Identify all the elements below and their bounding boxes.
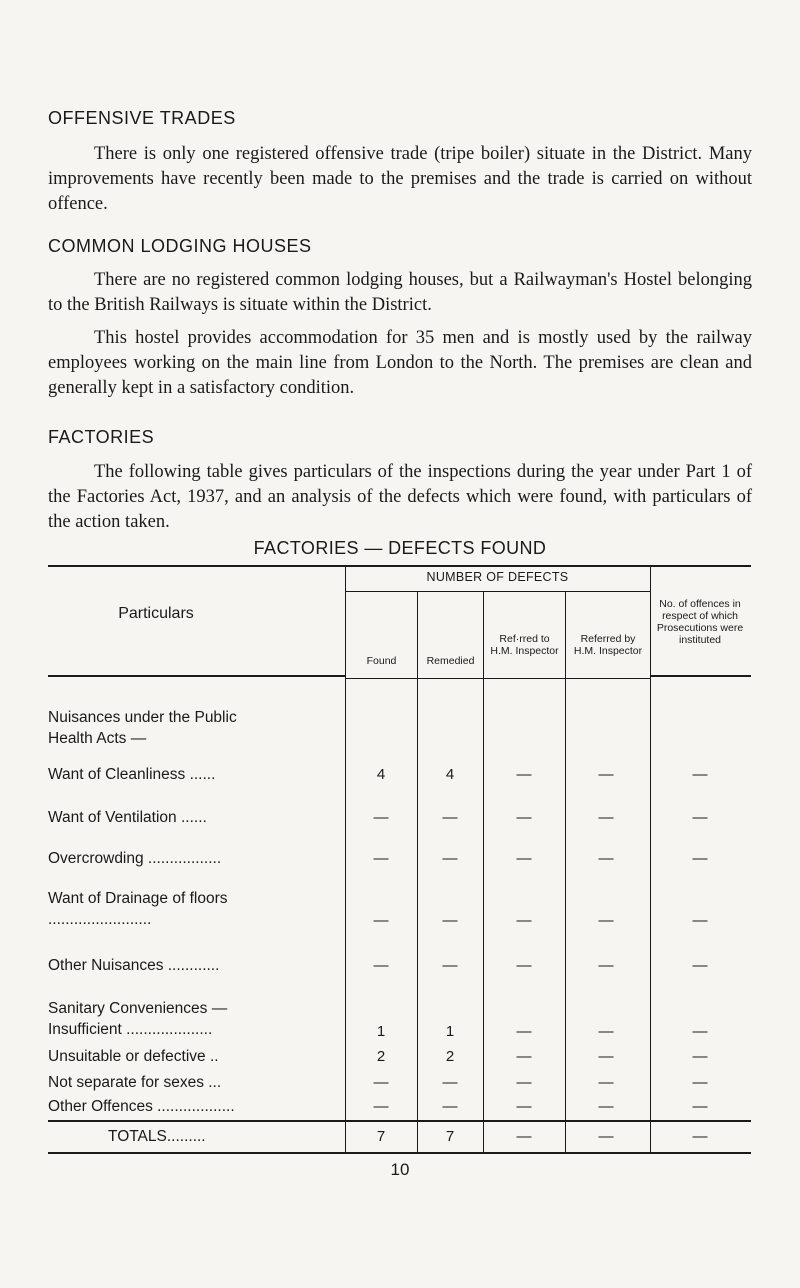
header-number-of-defects: NUMBER OF DEFECTS <box>426 570 569 584</box>
cell-drainage-referred-by: — <box>598 912 614 929</box>
table-header-bottom-rule <box>48 675 345 677</box>
cell-totals-referred-to: — <box>516 1128 532 1145</box>
heading-common-lodging-houses: COMMON LODGING HOUSES <box>48 236 312 256</box>
cell-other-offences-found: — <box>373 1098 389 1115</box>
cell-not-separate-prosecutions: — <box>692 1074 708 1091</box>
cell-insufficient-referred-by: — <box>598 1023 614 1040</box>
defects-subheader-rule <box>345 591 650 592</box>
cell-insufficient-remedied: 1 <box>445 1023 455 1040</box>
defects-subheader-bottom-rule <box>345 678 650 679</box>
cell-cleanliness-remedied: 4 <box>445 766 455 783</box>
cell-ventilation-remedied: — <box>442 809 458 826</box>
row-label-ventilation: Want of Ventilation ...... <box>48 809 207 826</box>
cell-totals-remedied: 7 <box>445 1128 455 1145</box>
cell-other-offences-referred-by: — <box>598 1098 614 1115</box>
paragraph-offensive-trades: There is only one registered offensive trade (tripe boiler) situate in the District. Many improvements have recently been made to the premises and the trade is carried on without offence. <box>48 144 752 214</box>
cell-ventilation-prosecutions: — <box>692 809 708 826</box>
cell-not-separate-referred-by: — <box>598 1074 614 1091</box>
cell-insufficient-prosecutions: — <box>692 1023 708 1040</box>
cell-totals-prosecutions: — <box>692 1128 708 1145</box>
cell-drainage-prosecutions: — <box>692 912 708 929</box>
cell-unsuitable-referred-to: — <box>516 1048 532 1065</box>
cell-totals-found: 7 <box>376 1128 386 1145</box>
cell-other-offences-remedied: — <box>442 1098 458 1115</box>
table-title: FACTORIES — DEFECTS FOUND <box>253 538 547 558</box>
heading-offensive-trades: OFFENSIVE TRADES <box>48 108 236 128</box>
table-top-rule <box>48 565 751 567</box>
cell-ventilation-referred-to: — <box>516 809 532 826</box>
row-label-nuisances: Nuisances under the Public Health Acts — <box>48 709 237 747</box>
cell-unsuitable-referred-by: — <box>598 1048 614 1065</box>
cell-totals-referred-by: — <box>598 1128 614 1145</box>
cell-other-nuisances-prosecutions: — <box>692 957 708 974</box>
col-divider-3 <box>483 591 484 1153</box>
header-referred-by-inspector: Referred by H.M. Inspector <box>573 633 643 657</box>
table-header-bottom-rule-right <box>650 675 751 677</box>
cell-other-offences-referred-to: — <box>516 1098 532 1115</box>
header-found: Found <box>366 655 397 667</box>
cell-not-separate-remedied: — <box>442 1074 458 1091</box>
paragraph-lodging-2: This hostel provides accommodation for 35 men and is mostly used by the railway employees working on the main line from London to the North. The premises are clean and generally kept in a satisfactory condition. <box>48 328 752 398</box>
row-label-totals: TOTALS......... <box>108 1128 206 1145</box>
cell-cleanliness-found: 4 <box>376 766 386 783</box>
cell-overcrowding-remedied: — <box>442 850 458 867</box>
cell-other-nuisances-referred-by: — <box>598 957 614 974</box>
cell-drainage-referred-to: — <box>516 912 532 929</box>
heading-factories: FACTORIES <box>48 427 155 447</box>
cell-drainage-found: — <box>373 912 389 929</box>
row-label-other-offences: Other Offences .................. <box>48 1098 235 1115</box>
totals-top-rule <box>48 1120 751 1122</box>
cell-overcrowding-referred-to: — <box>516 850 532 867</box>
cell-ventilation-found: — <box>373 809 389 826</box>
paragraph-factories: The following table gives particulars of the inspections during the year under Part 1 of the Factories Act, 1937, and an analysis of the defects which were found, with particulars of the action taken. <box>48 462 752 532</box>
cell-unsuitable-remedied: 2 <box>445 1048 455 1065</box>
cell-insufficient-referred-to: — <box>516 1023 532 1040</box>
paragraph-lodging-1: There are no registered common lodging houses, but a Railwayman's Hostel belonging to the British Railways is situate within the District. <box>48 270 752 315</box>
cell-cleanliness-prosecutions: — <box>692 766 708 783</box>
cell-unsuitable-prosecutions: — <box>692 1048 708 1065</box>
row-label-not-separate: Not separate for sexes ... <box>48 1074 222 1091</box>
table-bottom-rule <box>48 1152 751 1154</box>
cell-overcrowding-referred-by: — <box>598 850 614 867</box>
row-label-drainage: Want of Drainage of floors ........................ <box>48 890 228 928</box>
col-divider-5 <box>650 565 651 1153</box>
cell-ventilation-referred-by: — <box>598 809 614 826</box>
page-number: 10 <box>390 1160 410 1179</box>
col-divider-4 <box>565 591 566 1153</box>
col-divider-2 <box>417 591 418 1153</box>
cell-other-nuisances-remedied: — <box>442 957 458 974</box>
cell-other-offences-prosecutions: — <box>692 1098 708 1115</box>
cell-unsuitable-found: 2 <box>376 1048 386 1065</box>
cell-cleanliness-referred-to: — <box>516 766 532 783</box>
cell-overcrowding-found: — <box>373 850 389 867</box>
cell-insufficient-found: 1 <box>376 1023 386 1040</box>
row-label-overcrowding: Overcrowding ................. <box>48 850 222 867</box>
row-label-other-nuisances: Other Nuisances ............ <box>48 957 220 974</box>
cell-drainage-remedied: — <box>442 912 458 929</box>
cell-other-nuisances-referred-to: — <box>516 957 532 974</box>
header-prosecutions: No. of offences in respect of which Prosecutions were instituted <box>656 598 744 646</box>
header-referred-to-inspector: Ref·rred to H.M. Inspector <box>490 633 559 657</box>
cell-not-separate-found: — <box>373 1074 389 1091</box>
cell-cleanliness-referred-by: — <box>598 766 614 783</box>
cell-overcrowding-prosecutions: — <box>692 850 708 867</box>
header-remedied: Remedied <box>426 655 475 667</box>
cell-not-separate-referred-to: — <box>516 1074 532 1091</box>
row-label-unsuitable: Unsuitable or defective .. <box>48 1048 219 1065</box>
cell-other-nuisances-found: — <box>373 957 389 974</box>
row-label-cleanliness: Want of Cleanliness ...... <box>48 766 216 783</box>
header-particulars: Particulars <box>118 605 194 622</box>
row-label-insufficient: Sanitary Conveniences — Insufficient .................... <box>48 1000 228 1038</box>
